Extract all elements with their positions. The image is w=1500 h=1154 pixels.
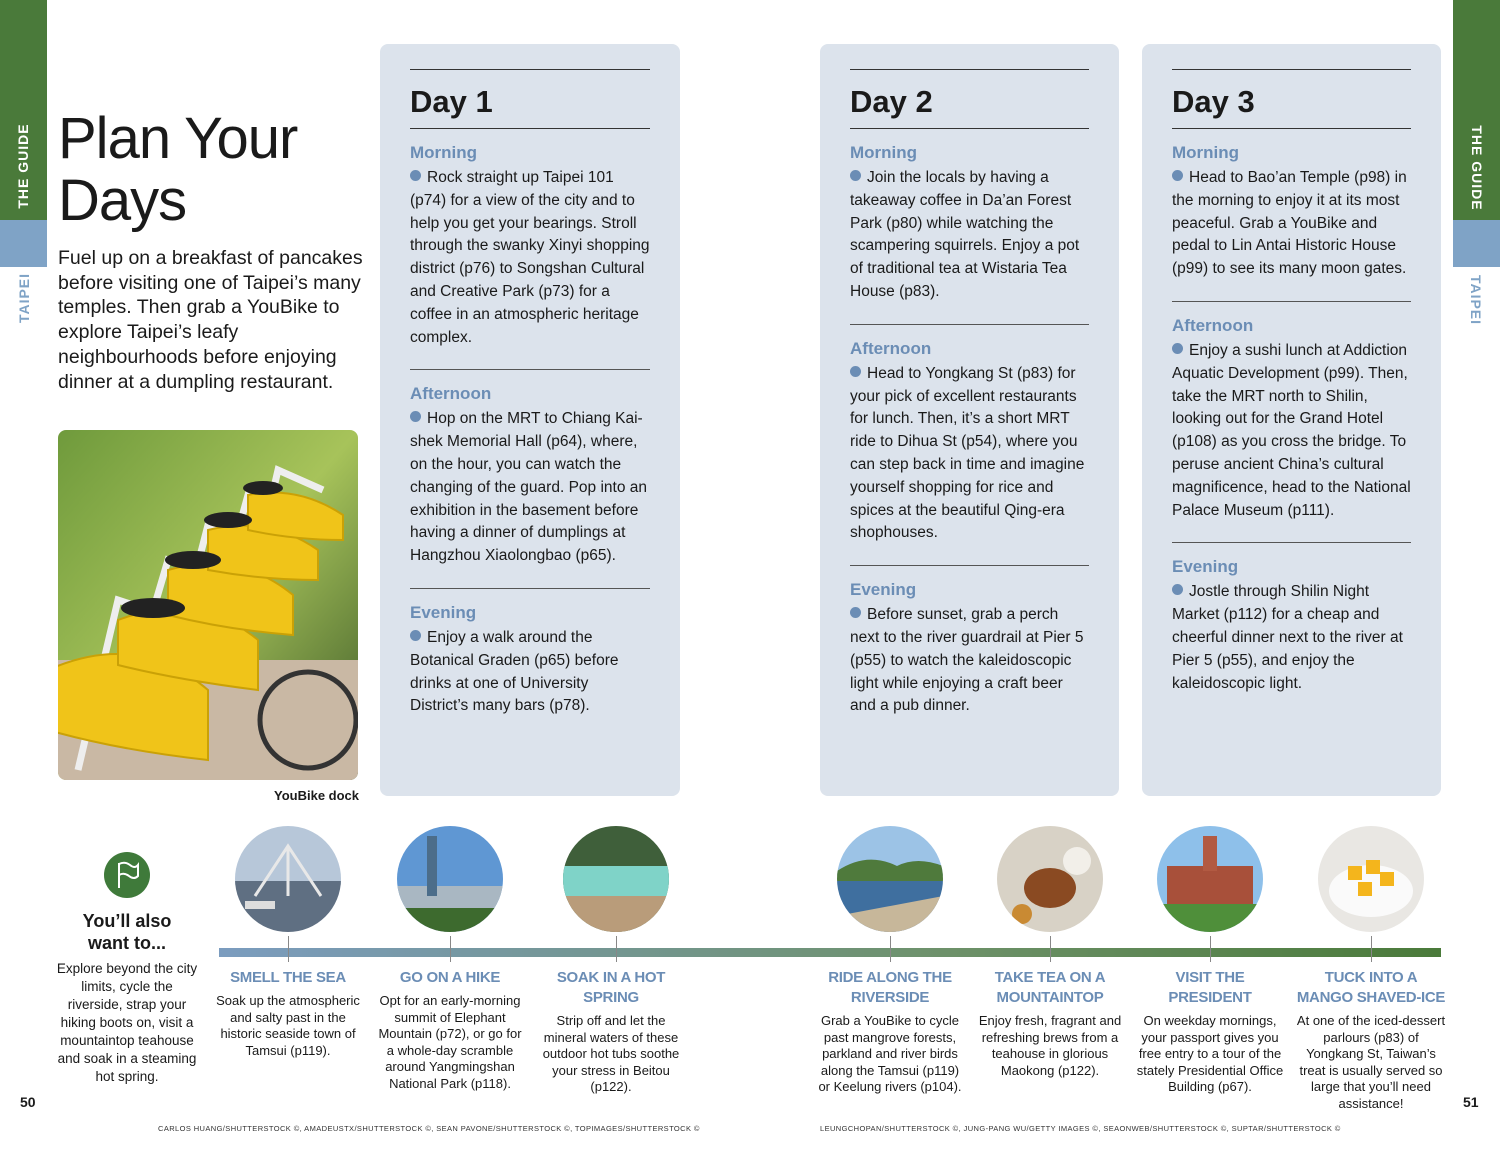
city-label-left: TAIPEI [16,272,32,324]
section-heading: Afternoon [850,338,932,358]
title-line-1: Plan Your [58,106,298,171]
stop-heading: SOAK IN A HOT SPRING [556,969,666,1006]
section-heading: Afternoon [1172,315,1254,335]
stop-text: Opt for an early-morning summit of Elephant Mountain (p72), or go for a whole-day scramble around Yangmingshan National Park (p118). [378,993,522,1091]
flag-icon [104,852,150,898]
rule [410,69,650,70]
city-tab-left [0,220,47,267]
section-heading: Evening [410,602,477,622]
taipei-skyline-photo [397,826,503,932]
guide-label-left: THE GUIDE [15,123,31,209]
section-text: Rock straight up Taipei 101 (p74) for a view of the city and to help you get your bearings. Stroll through the swanky Xinyi shopping district (p76) to Songshan Cultural and Creative Park (p73) for a coffee in an atmospheric heritage complex. [410,169,650,346]
also-title: You’ll also want to... [82,911,172,953]
section-heading: Evening [850,580,917,600]
day-title: Day 2 [850,84,933,119]
section-text: Head to Yongkang St (p83) for your pick of excellent restaurants for lunch. Then, it’s a short MRT ride to Dihua St (p54), where you can step back in time and imagine yourself shopping for rice and spices at the beautiful Qing-era shophouses. [850,364,1085,542]
stop-text: Grab a YouBike to cycle past mangrove forests, parkland and river birds along the Tamsui (p119) or Keelung rivers (p104). [818,1013,962,1094]
section-text: Join the locals by having a takeaway coffee in Da’an Forest Park (p80) while watching the scampering squirrels. Enjoy a pot of traditional tea at Wistaria Tea House (p83). [850,169,1080,300]
bullet-icon [850,170,861,181]
evening-section [850,565,1089,718]
stop-text: Soak up the atmospheric and salty past in the historic seaside town of Tamsui (p119). [216,993,360,1058]
day-1-panel [380,44,680,796]
section-heading: Evening [1172,557,1239,577]
also-text: Explore beyond the city limits, cycle the riverside, strap your hiking boots on, visit a mountaintop teahouse and soak in a steaming hot spring. [56,961,198,1084]
evening-section [1172,542,1411,695]
timeline-tick [450,936,451,962]
day-2-panel [820,44,1119,796]
photo-caption: YouBike dock [274,788,360,803]
bullet-icon [410,170,421,181]
photo-credits-left: CARLOS HUANG/SHUTTERSTOCK ©, AMADEUSTX/SHUTTERSTOCK ©, SEAN PAVONE/SHUTTERSTOCK ©, TOPIMAGES/SHUTTERSTOCK © [158,1124,700,1133]
bullet-icon [850,607,861,618]
section-heading: Afternoon [410,384,492,404]
photo-credits-right: LEUNGCHOPAN/SHUTTERSTOCK ©, JUNG-PANG WU/GETTY IMAGES ©, SEAONWEB/SHUTTERSTOCK ©, SUPTAR/SHUTTERSTOCK © [820,1124,1341,1133]
section-text: Hop on the MRT to Chiang Kai-shek Memorial Hall (p64), where, on the hour, you can watch the changing of the guard. Pop into an exhibition in the basement before having a dinner of dumplings at Hangzhou Xiaolongbao (p65). [410,410,647,565]
hot-spring-photo [563,826,669,932]
guide-label-right: THE GUIDE [1469,125,1485,211]
timeline-tick [1371,936,1372,962]
stop-heading: TUCK INTO A MANGO SHAVED-ICE [1296,969,1446,1006]
riverside-photo [837,826,943,932]
section-text: Jostle through Shilin Night Market (p112) for a cheap and cheerful dinner next to the river at Pier 5 (p55), and enjoy the kaleidoscopic light. [1172,583,1403,692]
tamsui-bridge-photo [235,826,341,932]
evening-section [410,588,650,718]
bullet-icon [1172,343,1183,354]
section-heading: Morning [850,143,918,162]
section-heading: Morning [1172,143,1240,162]
page-number-left: 50 [20,1094,36,1110]
day-3-panel [1142,44,1441,796]
bullet-icon [1172,584,1183,595]
intro-text: Fuel up on a breakfast of pancakes before visiting one of Taipei’s many temples. Then grab a YouBike to explore Taipei’s leafy neighbourhoods before enjoying dinner at a dumpling restaurant. [58,247,363,393]
day-title: Day 1 [410,84,493,119]
rule [850,69,1089,70]
timeline-bar [219,948,1441,957]
stop-heading: VISIT THE PRESIDENT [1168,969,1252,1006]
section-text: Enjoy a walk around the Botanical Graden (p65) before drinks at one of University District’s many bars (p78). [410,628,619,715]
page-title [58,108,297,232]
stop-heading: RIDE ALONG THE RIVERSIDE [828,969,952,1006]
morning-section [1172,128,1411,281]
title-line-2: Days [58,168,187,233]
morning-section [850,128,1089,304]
mango-ice-photo [1318,826,1424,932]
timeline-tick [1210,936,1211,962]
afternoon-section [410,369,650,568]
day-title: Day 3 [1172,84,1255,119]
timeline-tick [890,936,891,962]
afternoon-section [850,324,1089,545]
afternoon-section [1172,301,1411,522]
stop-text: At one of the iced-dessert parlours (p83) of Yongkang St, Taiwan’s treat is usually served so large that you’ll need assistance! [1296,1013,1446,1111]
bullet-icon [410,630,421,641]
timeline-tick [1050,936,1051,962]
section-heading: Morning [410,143,478,162]
city-tab-right [1453,220,1500,267]
youbike-photo [58,430,358,780]
section-text: Before sunset, grab a perch next to the river guardrail at Pier 5 (p55) to watch the kaleidoscopic light while enjoying a craft beer and a pub dinner. [850,606,1084,715]
timeline-tick [288,936,289,962]
section-text: Enjoy a sushi lunch at Addiction Aquatic Development (p99). Then, take the MRT north to Shilin, looking out for the Grand Hotel (p108) as you cross the bridge. To peruse ancient China’s cultural magnificence, head to the National Palace Museum (p111). [1172,341,1411,519]
bullet-icon [850,366,861,377]
section-text: Head to Bao’an Temple (p98) in the morning to enjoy it at its most peaceful. Grab a YouBike and pedal to Lin Antai Historic House (p99) to see its many moon gates. [1172,169,1407,278]
stop-text: Enjoy fresh, fragrant and refreshing brews from a teahouse in glorious Maokong (p122). [978,1013,1122,1078]
page-number-right: 51 [1463,1094,1479,1110]
stop-text: Strip off and let the mineral waters of these outdoor hot tubs soothe your stress in Beitou (p122). [542,1013,680,1094]
stop-text: On weekday mornings, your passport gives you free entry to a tour of the stately Presidential Office Building (p67). [1136,1013,1284,1094]
stop-heading: GO ON A HIKE [399,969,501,986]
morning-section [410,128,650,349]
bullet-icon [1172,170,1183,181]
presidential-office-photo [1157,826,1263,932]
city-label-right: TAIPEI [1468,274,1484,326]
teapot-photo [997,826,1103,932]
stop-heading: SMELL THE SEA [230,969,346,986]
rule [1172,69,1411,70]
stop-heading: TAKE TEA ON A MOUNTAINTOP [994,969,1106,1006]
timeline-tick [616,936,617,962]
bullet-icon [410,411,421,422]
